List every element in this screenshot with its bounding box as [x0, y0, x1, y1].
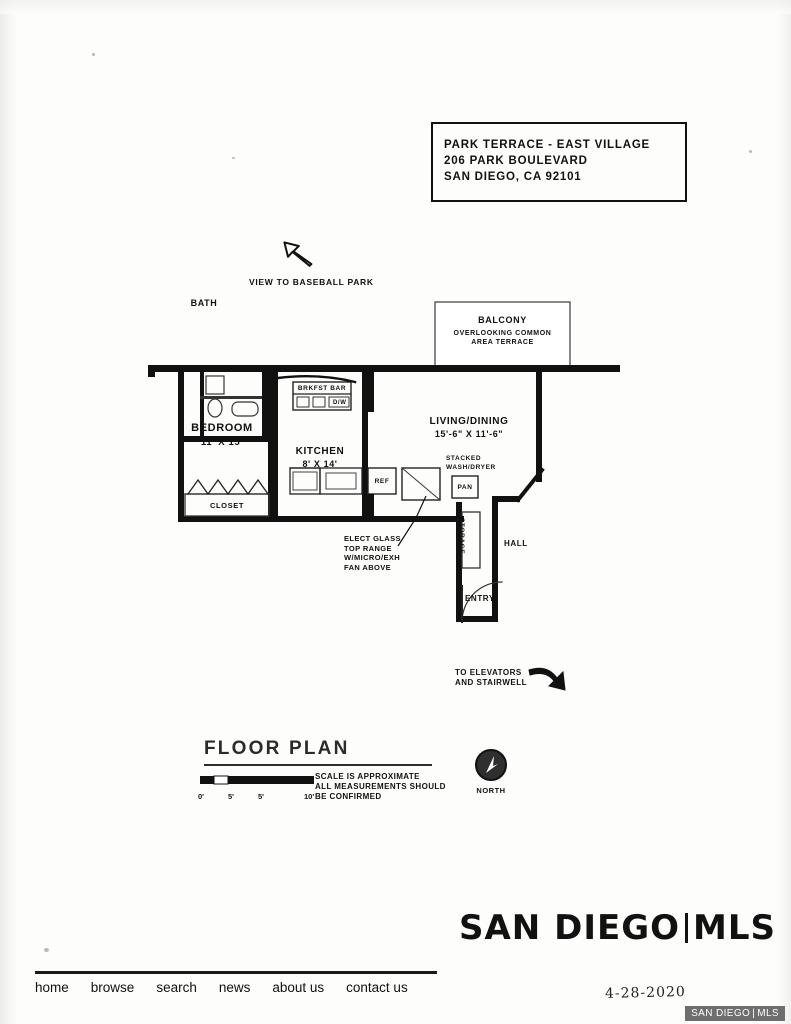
nav-item-browse[interactable]: browse — [90, 980, 135, 995]
nav-item-home[interactable]: home — [35, 980, 69, 995]
sheet-title: FLOOR PLAN — [204, 738, 350, 759]
elevator-note-line-1: TO ELEVATORS — [455, 668, 522, 677]
balcony-note-line-2: AREA TERRACE — [471, 339, 534, 346]
scale-tick-3: 10' — [304, 792, 315, 801]
watermark-text-right: MLS — [757, 1008, 779, 1019]
watermark-badge — [685, 1006, 785, 1021]
logo-text-right: MLS — [693, 908, 777, 948]
range-note-leader-line — [396, 490, 436, 550]
title-line-1: PARK TERRACE - EAST VILLAGE — [444, 139, 651, 151]
view-direction-arrow-icon — [279, 237, 315, 273]
room-dims-bedroom: 11' X 15' — [200, 437, 244, 448]
scan-speck — [232, 157, 235, 159]
range-note — [344, 534, 401, 572]
handwritten-date: 4-28-2020 — [604, 983, 687, 1003]
logo-text-left: SAN DIEGO — [459, 908, 681, 948]
scan-speck — [749, 150, 752, 153]
watermark-text-left: SAN DIEGO — [691, 1008, 751, 1019]
range-note-line-1: ELECT GLASS — [344, 534, 401, 543]
room-label-bath: BATH — [190, 298, 218, 308]
footer-nav — [35, 980, 408, 995]
nav-item-search[interactable]: search — [156, 980, 197, 995]
page-edge-left — [0, 0, 18, 1024]
room-dims-living-dining: 15'-6" X 11'-6" — [434, 429, 504, 439]
north-label: NORTH — [476, 786, 506, 795]
label-refrigerator: REF — [374, 478, 390, 485]
label-hall: HALL — [504, 539, 528, 548]
room-label-living-dining: LIVING/DINING — [429, 416, 509, 427]
nav-item-about-us[interactable]: about us — [272, 980, 325, 995]
nav-item-contact-us[interactable]: contact us — [346, 980, 408, 995]
scale-bar — [200, 774, 316, 788]
label-dishwasher: D/W — [333, 400, 347, 406]
title-line-3: SAN DIEGO, CA 92101 — [444, 171, 582, 183]
label-entry: ENTRY — [465, 594, 495, 603]
label-closet: CLOSET — [209, 501, 245, 510]
scale-note-line-2: ALL MEASUREMENTS SHOULD — [315, 782, 446, 791]
watermark-divider: | — [752, 1008, 756, 1019]
elevator-note — [455, 668, 527, 688]
label-pantry: PAN — [457, 484, 473, 491]
scan-speck — [92, 53, 95, 56]
scale-note-line-1: SCALE IS APPROXIMATE — [315, 772, 420, 781]
elevator-direction-arrow-icon — [527, 662, 569, 696]
label-breakfast-bar: BRKFST BAR — [297, 385, 347, 392]
scale-tick-1: 5' — [228, 792, 234, 801]
view-note: VIEW TO BASEBALL PARK — [249, 277, 374, 287]
title-line-2: 206 PARK BOULEVARD — [444, 155, 588, 167]
range-note-line-2: TOP RANGE — [344, 543, 392, 553]
sheet-title-rule — [204, 764, 432, 766]
scale-tick-2: 5' — [258, 792, 264, 801]
footer-nav-rule — [35, 971, 437, 974]
label-stacked-washer-dryer-line-2: WASH/DRYER — [446, 464, 496, 471]
page-edge-right — [775, 0, 791, 1024]
range-note-line-4: FAN ABOVE — [344, 562, 392, 572]
scale-note — [315, 772, 446, 802]
scan-speck — [44, 948, 49, 952]
room-label-balcony: BALCONY — [478, 315, 527, 325]
scale-tick-0: 0' — [198, 792, 204, 801]
title-block — [431, 122, 687, 202]
balcony-note-line-1: OVERLOOKING COMMON — [453, 330, 552, 337]
sandiego-mls-logo — [459, 908, 776, 948]
label-stacked-washer-dryer-line-1: STACKED — [446, 455, 482, 462]
range-note-line-3: W/MICRO/EXH — [344, 553, 401, 562]
elevator-note-line-2: AND STAIRWELL — [455, 678, 527, 687]
room-dims-kitchen: 8' X 14' — [302, 459, 338, 469]
nav-item-news[interactable]: news — [218, 980, 251, 995]
page-edge-top — [0, 0, 791, 14]
room-label-kitchen: KITCHEN — [295, 446, 345, 457]
north-arrow-icon — [474, 748, 508, 782]
scale-note-line-3: BE CONFIRMED — [315, 792, 382, 801]
logo-divider — [685, 913, 688, 943]
room-label-bedroom: BEDROOM — [191, 422, 253, 434]
label-storage: STORAGE — [458, 518, 465, 555]
